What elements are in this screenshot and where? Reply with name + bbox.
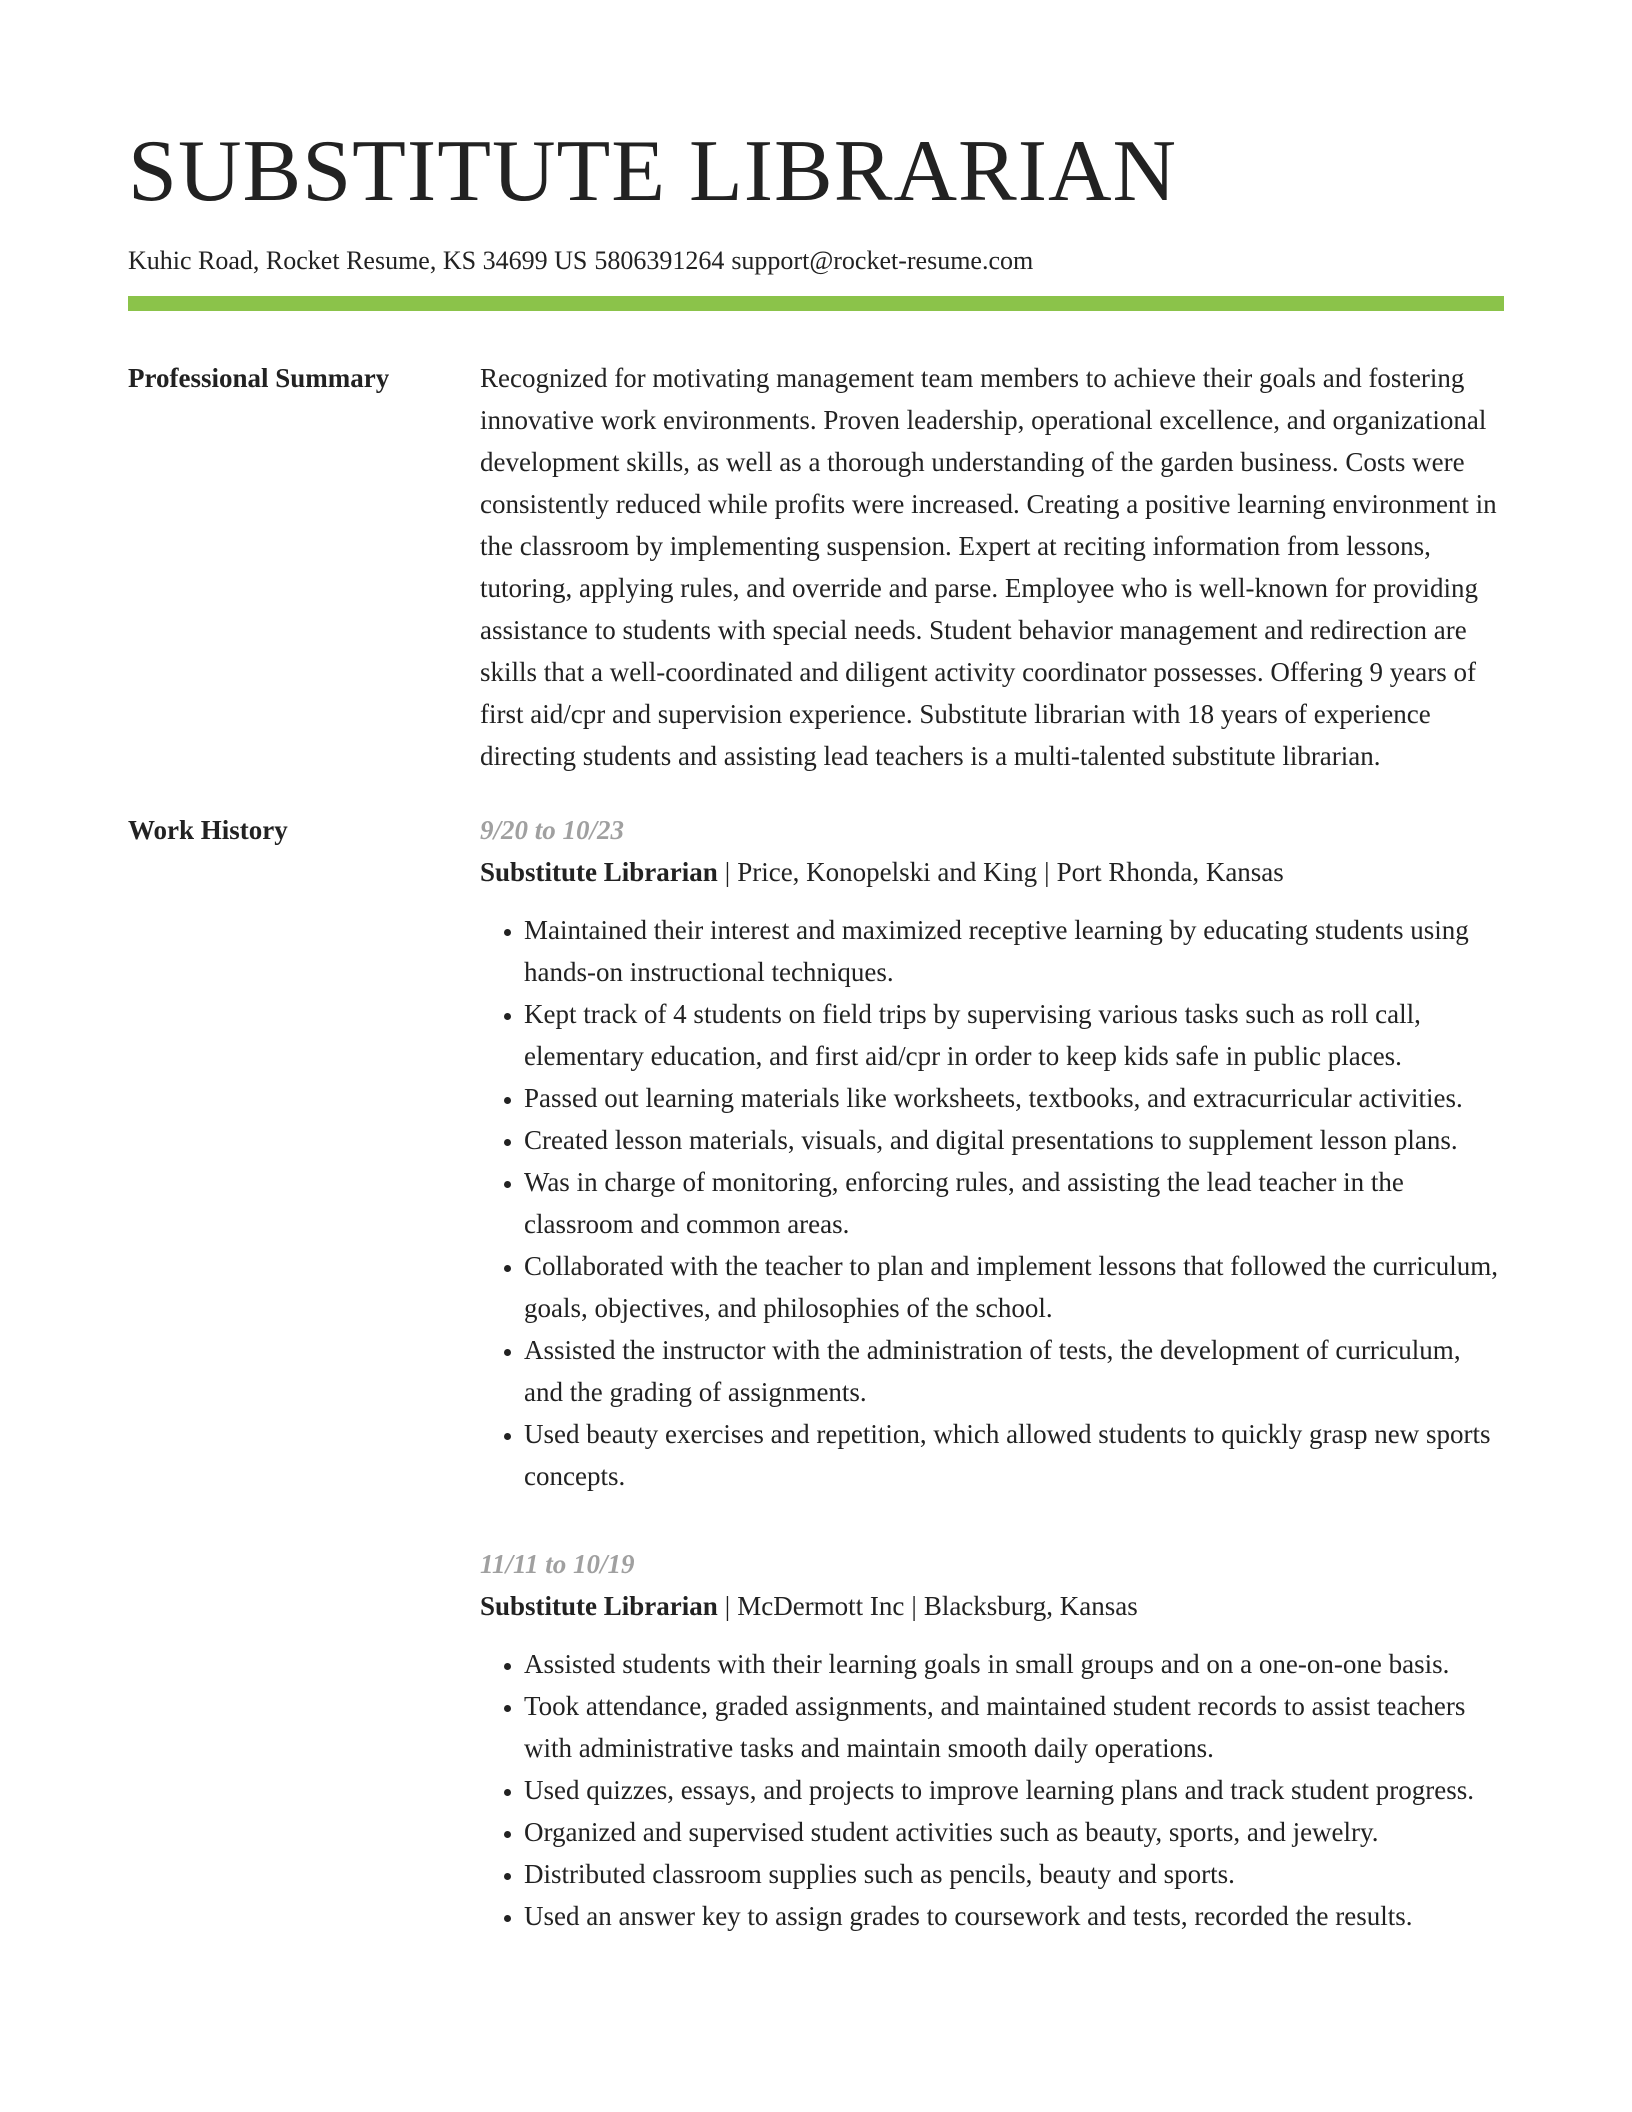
resume-page: [128, 0, 1504, 1937]
job-bullet: • Organized and supervised student activities such as beauty, sports, and jewelry.: [524, 1811, 1504, 1853]
job-bullet: • Created lesson materials, visuals, and digital presentations to supplement lesson plans.: [524, 1119, 1504, 1161]
contact-line: [128, 244, 1504, 278]
section-heading-summary: Professional Summary: [128, 363, 390, 393]
section-heading-work-history: Work History: [128, 815, 288, 845]
job-dates: 9/20 to 10/23: [480, 815, 625, 845]
job-entry: [480, 1543, 1504, 1937]
job-bullet: • Maintained their interest and maximized receptive learning by educating students using hands-on instructional techniques.: [524, 909, 1504, 993]
job-bullet: • Collaborated with the teacher to plan and implement lessons that followed the curriculum, goals, objectives, and philosophies of the school.: [524, 1245, 1504, 1329]
job-bullet: • Was in charge of monitoring, enforcing rules, and assisting the lead teacher in the classroom and common areas.: [524, 1161, 1504, 1245]
job-separator: |: [1044, 857, 1050, 887]
work-history-body: [480, 809, 1504, 1937]
professional-summary-section: [128, 357, 1504, 777]
job-bullet: • Kept track of 4 students on field trips by supervising various tasks such as roll call, elementary education, and first aid/cpr in order to keep kids safe in public places.: [524, 993, 1504, 1077]
job-entry: [480, 809, 1504, 1497]
job-bullet: • Used quizzes, essays, and projects to improve learning plans and track student progress.: [524, 1769, 1504, 1811]
job-bullet-list: [480, 1643, 1504, 1937]
job-separator: |: [911, 1591, 917, 1621]
job-company: Price, Konopelski and King: [737, 857, 1038, 887]
job-title: Substitute Librarian: [480, 1591, 718, 1621]
job-heading: [480, 851, 1504, 893]
job-heading: [480, 1585, 1504, 1627]
resume-title: SUBSTITUTE LIBRARIAN: [128, 123, 1178, 220]
job-bullet: • Passed out learning materials like worksheets, textbooks, and extracurricular activities.: [524, 1077, 1504, 1119]
job-separator: |: [724, 1591, 731, 1621]
summary-body: [480, 357, 1504, 777]
contact-address: Kuhic Road, Rocket Resume, KS 34699 US: [128, 246, 588, 275]
job-location: Blacksburg, Kansas: [923, 1591, 1138, 1621]
contact-email: support@rocket-resume.com: [731, 246, 1034, 275]
job-title: Substitute Librarian: [480, 857, 718, 887]
work-history-section: [128, 809, 1504, 1937]
contact-phone: 5806391264: [594, 246, 725, 275]
summary-text: Recognized for motivating management team members to achieve their goals and fostering innovative work environments. Proven leadership, operational excellence, and organizational development skills, as well as a thorough understanding of the garden business. Costs were consistently reduced while profits were increased. Creating a positive learning environment in the classroom by implementing suspension. Expert at reciting information from lessons, tutoring, applying rules, and override and parse. Employee who is well-known for providing assistance to students with special needs. Student behavior management and redirection are skills that a well-coordinated and diligent activity coordinator possesses. Offering 9 years of first aid/cpr and supervision experience. Substitute librarian with 18 years of experience directing students and assisting lead teachers is a multi-talented substitute librarian.: [480, 363, 1497, 771]
job-bullet: • Used an answer key to assign grades to coursework and tests, recorded the results.: [524, 1895, 1504, 1937]
job-bullet: • Assisted the instructor with the administration of tests, the development of curriculum, and the grading of assignments.: [524, 1329, 1504, 1413]
job-location: Port Rhonda, Kansas: [1056, 857, 1284, 887]
job-bullet: • Took attendance, graded assignments, and maintained student records to assist teachers with administrative tasks and maintain smooth daily operations.: [524, 1685, 1504, 1769]
job-bullet: • Distributed classroom supplies such as pencils, beauty and sports.: [524, 1853, 1504, 1895]
job-dates: 11/11 to 10/19: [480, 1549, 635, 1579]
job-bullet: • Used beauty exercises and repetition, which allowed students to quickly grasp new sports concepts.: [524, 1413, 1504, 1497]
job-company: McDermott Inc: [737, 1591, 905, 1621]
job-bullet-list: [480, 909, 1504, 1497]
job-separator: |: [724, 857, 731, 887]
header-divider: [128, 296, 1504, 311]
job-bullet: • Assisted students with their learning goals in small groups and on a one-on-one basis.: [524, 1643, 1504, 1685]
